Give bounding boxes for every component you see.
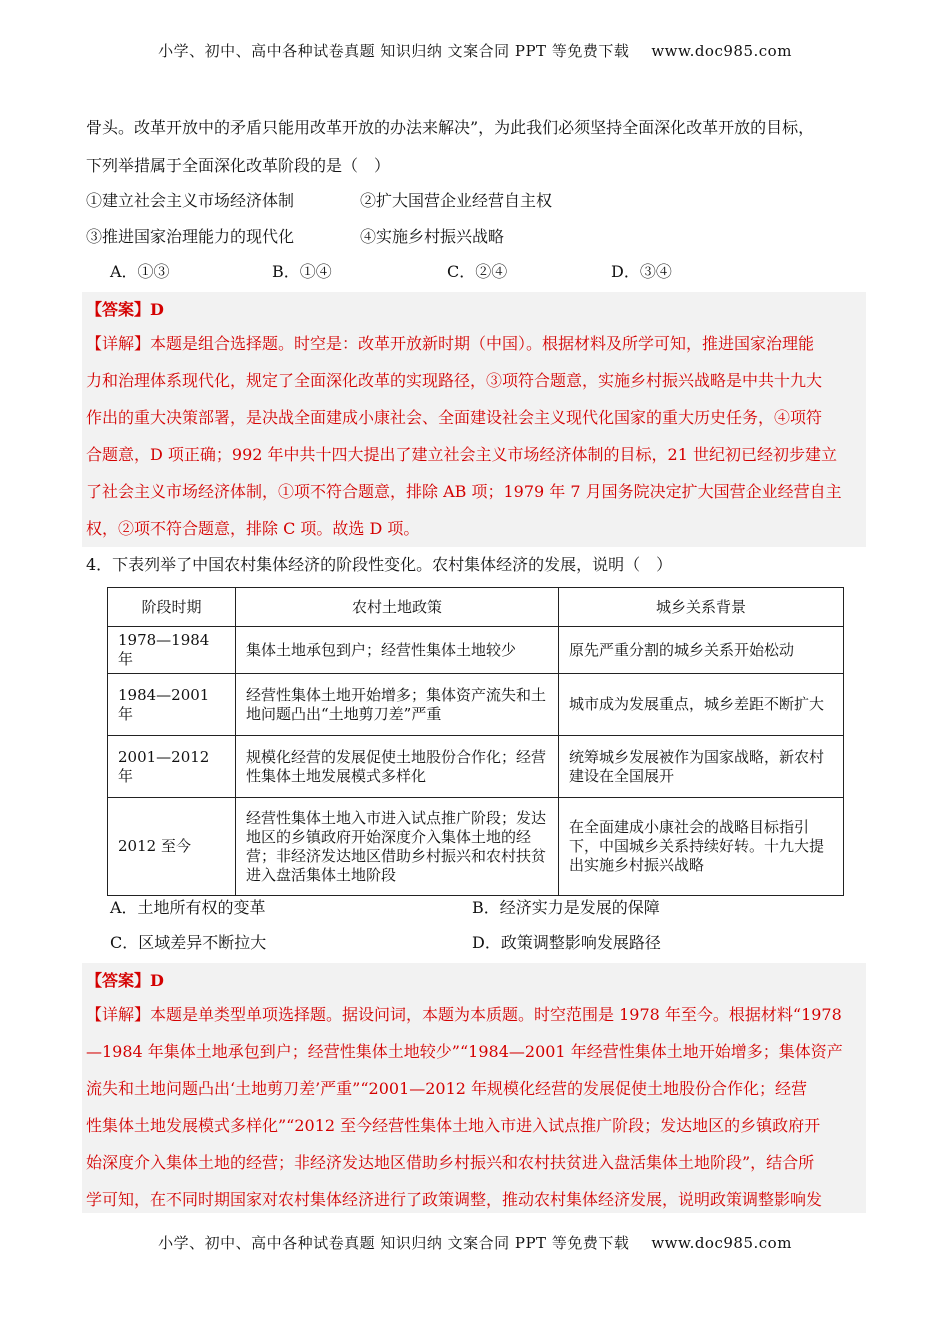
q4-option-d: D．政策调整影响发展路径 xyxy=(472,933,661,952)
table-cell: 2012 至今 xyxy=(108,798,236,896)
q3-detail-line-2: 力和治理体系现代化，规定了全面深化改革的实现路径，③项符合题意，实施乡村振兴战略是中共十九大 xyxy=(86,371,823,390)
q4-answer: 【答案】D xyxy=(86,971,164,990)
q3-detail-line-5: 了社会主义市场经济体制，①项不符合题意，排除 AB 项；1979 年 7 月国务院决定扩大国营企业经营自主 xyxy=(86,482,842,501)
q4-table xyxy=(107,587,844,896)
q3-answer: 【答案】D xyxy=(86,300,164,319)
table-row xyxy=(108,736,844,798)
table-header-row xyxy=(108,588,844,627)
q3-option-c: C．②④ xyxy=(447,262,508,281)
q4-detail-line-2: —1984 年集体土地承包到户；经营性集体土地较少”“1984—2001 年经营性集体土地开始增多；集体资产 xyxy=(86,1042,843,1061)
table-header-cell: 农村土地政策 xyxy=(236,588,559,627)
q3-answer-panel xyxy=(82,292,866,547)
table-cell: 经营性集体土地入市进入试点推广阶段；发达地区的乡镇政府开始深度介入集体土地的经营；非经济发达地区借助乡村振兴和农村扶贫进入盘活集体土地阶段 xyxy=(236,798,559,896)
q3-stem-line-2: 下列举措属于全面深化改革阶段的是（ ） xyxy=(86,156,391,175)
q4-detail-line-4: 性集体土地发展模式多样化”“2012 至今经营性集体土地入市进入试点推广阶段；发达地区的乡镇政府开 xyxy=(86,1116,821,1135)
table-cell: 城市成为发展重点，城乡差距不断扩大 xyxy=(559,674,844,736)
table-cell: 在全面建成小康社会的战略目标指引下，中国城乡关系持续好转。十九大提出实施乡村振兴战略 xyxy=(559,798,844,896)
q3-stem-line-1: 骨头。改革开放中的矛盾只能用改革开放的办法来解决”，为此我们必须坚持全面深化改革开放的目标， xyxy=(86,118,815,137)
table-cell: 1984—2001 年 xyxy=(108,674,236,736)
table-cell: 2001—2012 年 xyxy=(108,736,236,798)
q4-option-b: B．经济实力是发展的保障 xyxy=(472,898,660,917)
q3-item-3: ③推进国家治理能力的现代化 xyxy=(86,227,295,246)
q3-option-b: B．①④ xyxy=(272,262,332,281)
q3-option-a: A．①③ xyxy=(110,262,170,281)
table-header-cell: 阶段时期 xyxy=(108,588,236,627)
table-cell: 统筹城乡发展被作为国家战略，新农村建设在全国展开 xyxy=(559,736,844,798)
q4-option-a: A．土地所有权的变革 xyxy=(110,898,266,917)
table-cell: 原先严重分割的城乡关系开始松动 xyxy=(559,627,844,674)
q4-detail-line-1: 【详解】本题是单类型单项选择题。据设问词，本题为本质题。时空范围是 1978 年至今。根据材料“1978 xyxy=(86,1005,842,1024)
q4-stem: 4．下表列举了中国农村集体经济的阶段性变化。农村集体经济的发展，说明（ ） xyxy=(86,555,673,574)
page-header xyxy=(0,40,950,61)
footer-text: 小学、初中、高中各种试卷真题 知识归纳 文案合同 PPT 等免费下载 xyxy=(158,1234,630,1252)
q4-detail-line-6: 学可知，在不同时期国家对农村集体经济进行了政策调整，推动农村集体经济发展，说明政策调整影响发 xyxy=(86,1190,823,1209)
table-header-cell: 城乡关系背景 xyxy=(559,588,844,627)
q3-option-d: D．③④ xyxy=(611,262,672,281)
table-cell: 1978—1984 年 xyxy=(108,627,236,674)
q3-detail-line-3: 作出的重大决策部署，是决战全面建成小康社会、全面建设社会主义现代化国家的重大历史任务，④项符 xyxy=(86,408,823,427)
table-cell: 经营性集体土地开始增多；集体资产流失和土地问题凸出“土地剪刀差”严重 xyxy=(236,674,559,736)
q3-item-2: ②扩大国营企业经营自主权 xyxy=(360,191,553,210)
q4-detail-line-3: 流失和土地问题凸出‘土地剪刀差’严重”“2001—2012 年规模化经营的发展促使土地股份合作化；经营 xyxy=(86,1079,808,1098)
table-row xyxy=(108,798,844,896)
q3-item-4: ④实施乡村振兴战略 xyxy=(360,227,505,246)
table-cell: 规模化经营的发展促使土地股份合作化；经营性集体土地发展模式多样化 xyxy=(236,736,559,798)
q3-detail-line-1: 【详解】本题是组合选择题。时空是：改革开放新时期（中国）。根据材料及所学可知，推进国家治理能 xyxy=(86,334,815,353)
table-row xyxy=(108,674,844,736)
q3-detail-line-6: 权，②项不符合题意，排除 C 项。故选 D 项。 xyxy=(86,519,420,538)
q4-detail-line-5: 始深度介入集体土地的经营；非经济发达地区借助乡村振兴和农村扶贫进入盘活集体土地阶段”，结合所 xyxy=(86,1153,815,1172)
q4-answer-panel xyxy=(82,963,866,1213)
footer-url[interactable]: www.doc985.com xyxy=(651,1234,792,1252)
q3-item-1: ①建立社会主义市场经济体制 xyxy=(86,191,295,210)
q3-detail-line-4: 合题意，D 项正确；992 年中共十四大提出了建立社会主义市场经济体制的目标，21 世纪初已经初步建立 xyxy=(86,445,837,464)
table-row xyxy=(108,627,844,674)
page-footer xyxy=(0,1232,950,1253)
header-url[interactable]: www.doc985.com xyxy=(651,42,792,60)
header-text: 小学、初中、高中各种试卷真题 知识归纳 文案合同 PPT 等免费下载 xyxy=(158,42,630,60)
table-cell: 集体土地承包到户；经营性集体土地较少 xyxy=(236,627,559,674)
q4-option-c: C．区域差异不断拉大 xyxy=(110,933,267,952)
